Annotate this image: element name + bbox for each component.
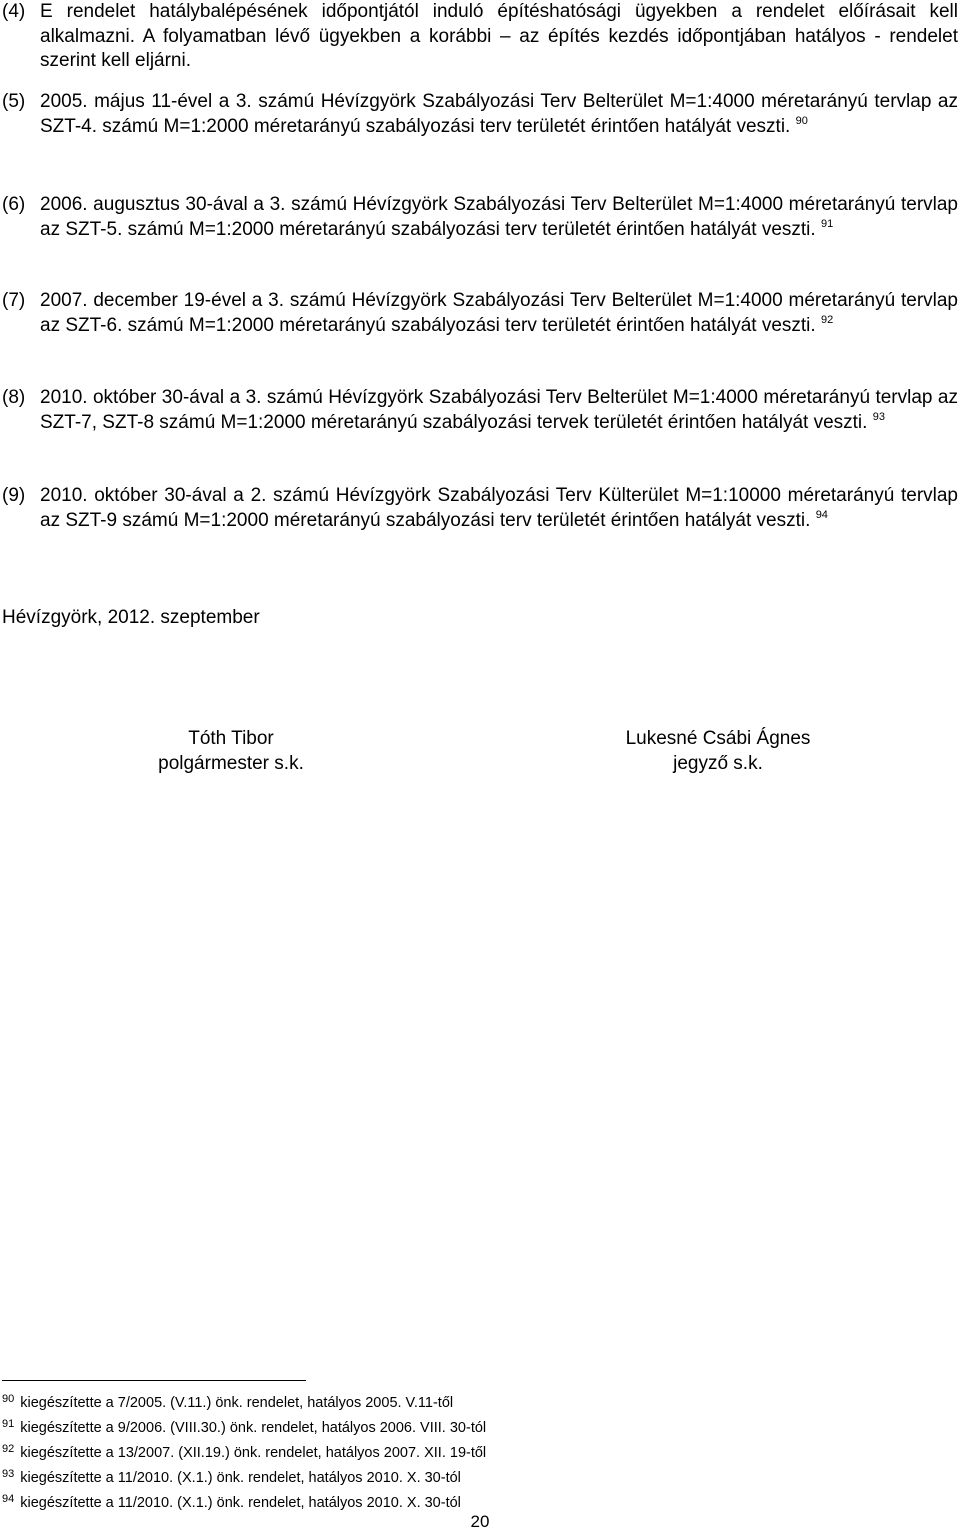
paragraph-6 (0, 193, 958, 242)
paragraph-body (40, 90, 958, 139)
footnote-93 (2, 1466, 486, 1491)
footnotes (2, 1391, 486, 1516)
footnote-text: kiegészítette a 11/2010. (X.1.) önk. rendelet, hatályos 2010. X. 30-tól (20, 1495, 461, 1511)
footnote-number: 93 (2, 1468, 15, 1480)
paragraph-9 (0, 484, 958, 533)
signature-mayor (120, 727, 342, 776)
footnote-90 (2, 1391, 486, 1416)
paragraph-7 (0, 289, 958, 338)
paragraph-5 (0, 90, 958, 139)
paragraph-text: E rendelet hatálybalépésének időpontjától induló építéshatósági ügyekben a rendelet előírásait kell alkalmazni. A folyamatban lévő ügyekben a korábbi – az építés kezdés időpontjában hatályos - rendelet szerint kell eljárni. (40, 1, 958, 71)
paragraph-text: 2010. október 30-ával a 2. számú Hévízgyörk Szabályozási Terv Külterület M=1:10000 méretarányú tervlap az SZT-9 számú M=1:2000 méretarányú szabályozási terv területét érintően hatályát veszti. (40, 485, 958, 531)
paragraph-4 (0, 0, 958, 74)
paragraph-body (40, 289, 958, 338)
paragraph-8 (0, 386, 958, 435)
paragraph-body (40, 193, 958, 242)
paragraph-number: (6) (2, 194, 26, 215)
page-number: 20 (470, 1512, 490, 1531)
signature-notary (600, 727, 836, 776)
paragraph-text: 2006. augusztus 30-ával a 3. számú Hévízgyörk Szabályozási Terv Belterület M=1:4000 méretarányú tervlap az SZT-5. számú M=1:2000 méretarányú szabályozási terv területét érintően hatályát veszti. (40, 194, 958, 240)
footnote-reference: 90 (795, 114, 808, 127)
signature-title: jegyző s.k. (673, 752, 763, 774)
paragraph-number: (8) (2, 387, 26, 408)
footnote-number: 92 (2, 1443, 15, 1455)
signature-title: polgármester s.k. (158, 752, 304, 774)
footnote-92 (2, 1441, 486, 1466)
footnote-reference: 92 (820, 313, 834, 326)
footnote-text: kiegészítette a 11/2010. (X.1.) önk. rendelet, hatályos 2010. X. 30-tól (20, 1470, 461, 1486)
footnote-text: kiegészítette a 13/2007. (XII.19.) önk. rendelet, hatályos 2007. XII. 19-től (20, 1445, 487, 1461)
footnote-reference: 91 (820, 217, 834, 230)
footnote-number: 90 (2, 1393, 15, 1405)
footnote-reference: 94 (815, 508, 828, 521)
paragraph-number: (9) (2, 485, 26, 506)
paragraph-body (40, 484, 958, 533)
signature-name: Tóth Tibor (188, 728, 274, 749)
footnote-number: 91 (2, 1418, 15, 1430)
paragraph-number: (7) (2, 290, 26, 311)
paragraph-text: 2010. október 30-ával a 3. számú Hévízgyörk Szabályozási Terv Belterület M=1:4000 méretarányú tervlap az SZT-7, SZT-8 számú M=1:2000 méretarányú szabályozási tervek területét érintően hatályát veszti. (40, 387, 958, 433)
paragraph-number: (4) (2, 1, 26, 22)
paragraph-body (40, 0, 958, 74)
footnote-reference: 93 (872, 410, 885, 423)
paragraph-text: 2005. május 11-ével a 3. számú Hévízgyörk Szabályozási Terv Belterület M=1:4000 méretarányú tervlap az SZT-4. számú M=1:2000 méretarányú szabályozási terv területét érintően hatályát veszti. (40, 91, 958, 137)
footnote-text: kiegészítette a 7/2005. (V.11.) önk. rendelet, hatályos 2005. V.11-től (20, 1395, 454, 1411)
paragraph-text: 2007. december 19-ével a 3. számú Hévízgyörk Szabályozási Terv Belterület M=1:4000 méretarányú tervlap az SZT-6. számú M=1:2000 méretarányú szabályozási terv területét érintően hatályát veszti. (40, 290, 958, 336)
footnote-91 (2, 1416, 486, 1441)
paragraph-body (40, 386, 958, 435)
place-date: Hévízgyörk, 2012. szeptember (2, 607, 260, 628)
paragraph-number: (5) (2, 91, 26, 112)
footnote-number: 94 (2, 1493, 15, 1505)
footnote-text: kiegészítette a 9/2006. (VIII.30.) önk. rendelet, hatályos 2006. VIII. 30-tól (20, 1420, 487, 1436)
footnote-separator (2, 1380, 306, 1381)
signature-name: Lukesné Csábi Ágnes (625, 728, 811, 749)
